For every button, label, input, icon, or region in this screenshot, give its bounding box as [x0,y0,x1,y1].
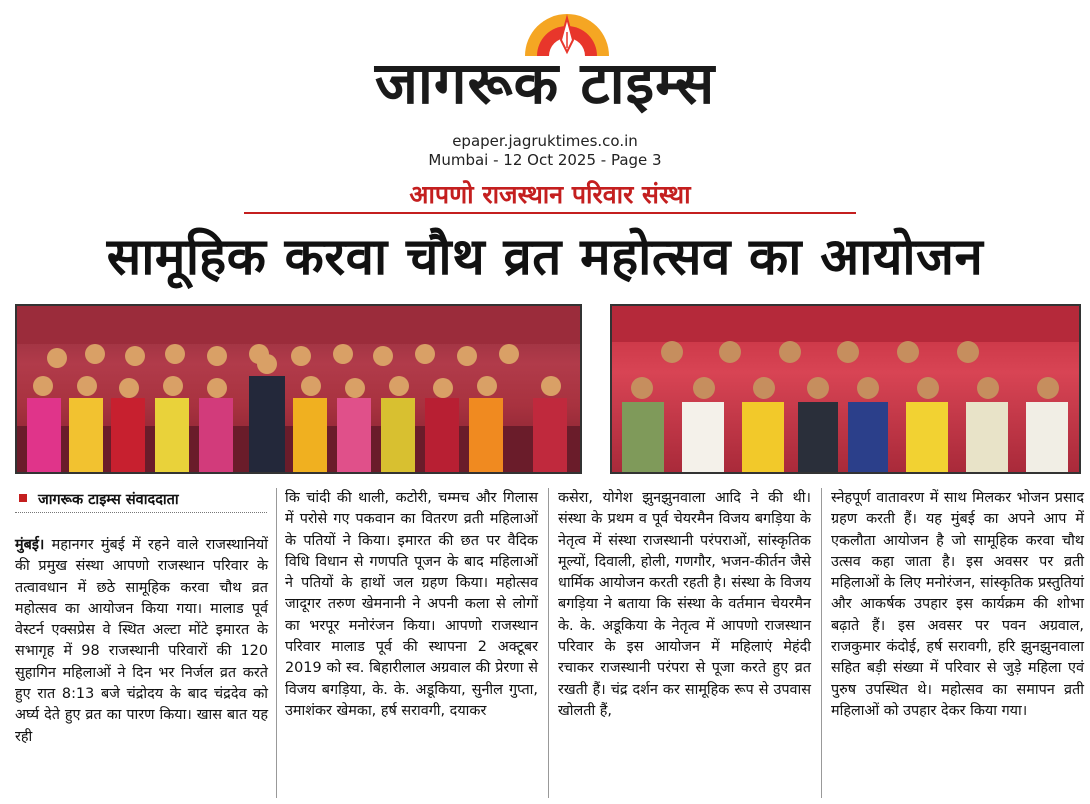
column-divider [548,488,549,798]
kicker-underline [244,212,856,214]
epaper-url: epaper.jagruktimes.co.in [452,132,638,150]
dateline: मुंबई। [15,537,45,553]
logo-wordmark: जागरूक टाइम्स [374,49,716,117]
byline-divider [15,512,267,513]
article-column-3: कसेरा, योगेश झुनझुनवाला आदि ने की थी। संस्था के प्रथम व पूर्व चेयरमैन विजय बगड़िया के नेतृत्व में संस्था राजस्थानी परंपराओं, सांस्कृतिक मूल्यों, दिवाली, होली, गणगौर, भजन-कीर्तन जैसे धार्मिक आयोजन करती रहती है। संस्था के विजय बगड़िया ने बताया कि संस्था के वर्तमान चेयरमैन के. के. अडूकिया के नेतृत्व में आपणो राजस्थान परिवार के इस आयोजन में महिलाएं मेहंदी रचाकर राजस्थानी परंपरा से पूजा करते हुए व्रत रखती हैं। चंद्र दर्शन कर सामूहिक रूप से उपवास खोलती हैं, [558,490,811,719]
article-column-2: कि चांदी की थाली, कटोरी, चम्मच और गिलास में परोसे गए पकवान का वितरण व्रती महिलाओं के पतियों ने किया। इमारत की छत पर वैदिक विधि विधान से गणपति पूजन के बाद महिलाओं ने पतियों के हाथों जल ग्रहण किया। महोत्सव जादूगर तरुण खेमनानी ने अपनी कला से लोगों का भरपूर मनोरंजन किया। आपणो राजस्थान परिवार मालाड पूर्व की स्थापना 2 अक्टूबर 2019 को स्व. बिहारीलाल अग्रवाल की प्रेरणा से विजय बगड़िया, के. के. अडूकिया, सुनील गुप्ता, उमाशंकर खेमका, हर्ष सरावगी, दयाकर [285,490,538,719]
byline-marker-icon [19,494,27,502]
column-divider [276,488,277,798]
masthead [0,0,1090,130]
photo-men-group [610,304,1081,474]
byline: जागरूक टाइम्स संवाददाता [38,492,179,508]
article-kicker: आपणो राजस्थान परिवार संस्था [409,180,691,209]
article-column-4: स्नेहपूर्ण वातावरण में साथ मिलकर भोजन प्रसाद ग्रहण करती हैं। यह मुंबई का अपने आप में एकलौता आयोजन है जो सामूहिक करवा चौथ उत्सव कहा जाता है। इस अवसर पर व्रती महिलाओं के लिए मनोरंजन, सांस्कृतिक प्रस्तुतियां और आकर्षक उपहार इस कार्यक्रम की शोभा बढ़ाते हैं। इस अवसर पर पवन अग्रवाल, राजकुमार कंदोई, हर्ष सरावगी, हरि झुनझुनवाला सहित बड़ी संख्या में परिवार से जुड़े महिला एवं पुरुष उपस्थित थे। महोत्सव का समापन व्रती महिलाओं को उपहार देकर किया गया। [831,490,1084,719]
photo-women-group [15,304,582,474]
article-column-1 [15,535,268,748]
article-headline: सामूहिक करवा चौथ व्रत महोत्सव का आयोजन [106,228,984,287]
column-divider [821,488,822,798]
column-1-text: महानगर मुंबई में रहने वाले राजस्थानियों की प्रमुख संस्था आपणो राजस्थान परिवार के तत्वावधान में छठे सामूहिक करवा चौथ व्रत महोत्सव का आयोजन किया गया। मालाड पूर्व वेस्टर्न एक्सप्रेस वे स्थित अल्टा मोंटे इमारत के सभागृह में 98 राजस्थानी परिवारों की 120 सुहागिन महिलाओं ने दिन भर निर्जल व्रत करते हुए रात 8:13 बजे चंद्रोदय के बाद चंद्रदेव को अर्घ्य देते हुए व्रत का पारण किया। खास बात यह रही [15,537,268,745]
edition-date-page: Mumbai - 12 Oct 2025 - Page 3 [428,151,662,169]
